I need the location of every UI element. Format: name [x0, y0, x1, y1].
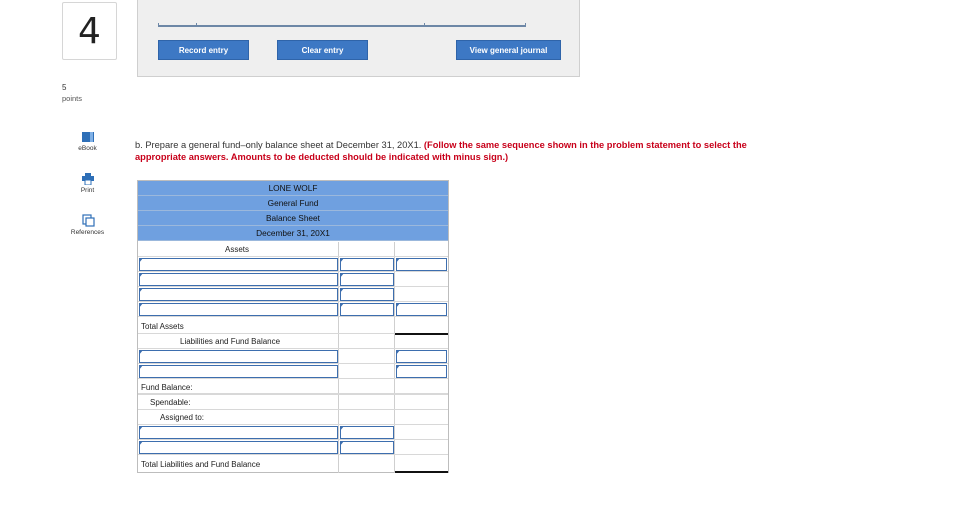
printer-icon: [81, 173, 95, 185]
balance-sheet-table: [137, 180, 449, 473]
assigned-row: [138, 410, 448, 425]
fund-balance-amount-input-2[interactable]: [340, 441, 394, 454]
asset-account-select-3[interactable]: [139, 288, 338, 301]
liability-account-select-1[interactable]: [139, 350, 338, 363]
instruction-plain: b. Prepare a general fund–only balance sheet at December 31, 20X1.: [135, 140, 424, 150]
liability-amount-input-2[interactable]: [396, 365, 447, 378]
asset-amount-input-4[interactable]: [340, 303, 394, 316]
asset-account-select-4[interactable]: [139, 303, 338, 316]
panel-tick: [158, 23, 159, 27]
asset-account-select-1[interactable]: [139, 258, 338, 271]
references-button[interactable]: [60, 214, 115, 236]
total-liabilities-label: Total Liabilities and Fund Balance: [141, 460, 261, 469]
instruction-note: (Follow the same sequence shown in the problem statement to select the appropriate answers. Amounts to be deducted should be indicated with minus sign.): [135, 140, 747, 162]
view-general-journal-button[interactable]: View general journal: [456, 40, 561, 60]
references-label: References: [70, 229, 105, 236]
ebook-button[interactable]: [60, 131, 115, 152]
assigned-label: Assigned to:: [160, 413, 205, 422]
question-number-box: [62, 2, 117, 60]
points-label: points: [62, 94, 83, 103]
ebook-label: eBook: [78, 145, 97, 152]
asset-total-input-2[interactable]: [396, 303, 447, 316]
clear-entry-button[interactable]: Clear entry: [277, 40, 368, 60]
liability-amount-input-1[interactable]: [396, 350, 447, 363]
panel-tick: [196, 23, 197, 27]
points-value: 5: [62, 83, 67, 92]
asset-amount-input-2[interactable]: [340, 273, 394, 286]
record-entry-button[interactable]: Record entry: [158, 40, 249, 60]
liability-account-select-2[interactable]: [139, 365, 338, 378]
assets-heading: Assets: [225, 245, 250, 254]
asset-account-select-2[interactable]: [139, 273, 338, 286]
assets-heading-row: [138, 242, 448, 257]
book-icon: [81, 131, 95, 143]
spendable-row: [138, 395, 448, 410]
panel-tick: [424, 23, 425, 27]
sheet-header-statement: Balance Sheet: [138, 211, 448, 226]
sheet-header-date: December 31, 20X1: [138, 226, 448, 241]
fund-balance-label: Fund Balance:: [141, 383, 193, 392]
total-assets-label: Total Assets: [141, 322, 184, 331]
instruction-text: [135, 140, 775, 163]
print-button[interactable]: [60, 173, 115, 194]
total-assets-row: [138, 317, 448, 334]
print-label: Print: [80, 187, 95, 194]
sheet-header-company: LONE WOLF: [138, 181, 448, 196]
sheet-header-fund: General Fund: [138, 196, 448, 211]
fund-balance-row: [138, 380, 448, 395]
fund-balance-account-select-1[interactable]: [139, 426, 338, 439]
panel-tick: [525, 23, 526, 27]
asset-amount-input-3[interactable]: [340, 288, 394, 301]
liabilities-heading-row: [138, 334, 448, 349]
references-icon: [81, 214, 95, 227]
journal-entry-panel: [137, 0, 580, 77]
liabilities-heading: Liabilities and Fund Balance: [180, 337, 281, 346]
panel-table-edge: [158, 25, 526, 27]
asset-total-input-1[interactable]: [396, 258, 447, 271]
double-underline: [395, 471, 448, 473]
asset-amount-input-1[interactable]: [340, 258, 394, 271]
spendable-label: Spendable:: [150, 398, 191, 407]
fund-balance-amount-input-1[interactable]: [340, 426, 394, 439]
question-number: 4: [78, 10, 101, 52]
fund-balance-account-select-2[interactable]: [139, 441, 338, 454]
